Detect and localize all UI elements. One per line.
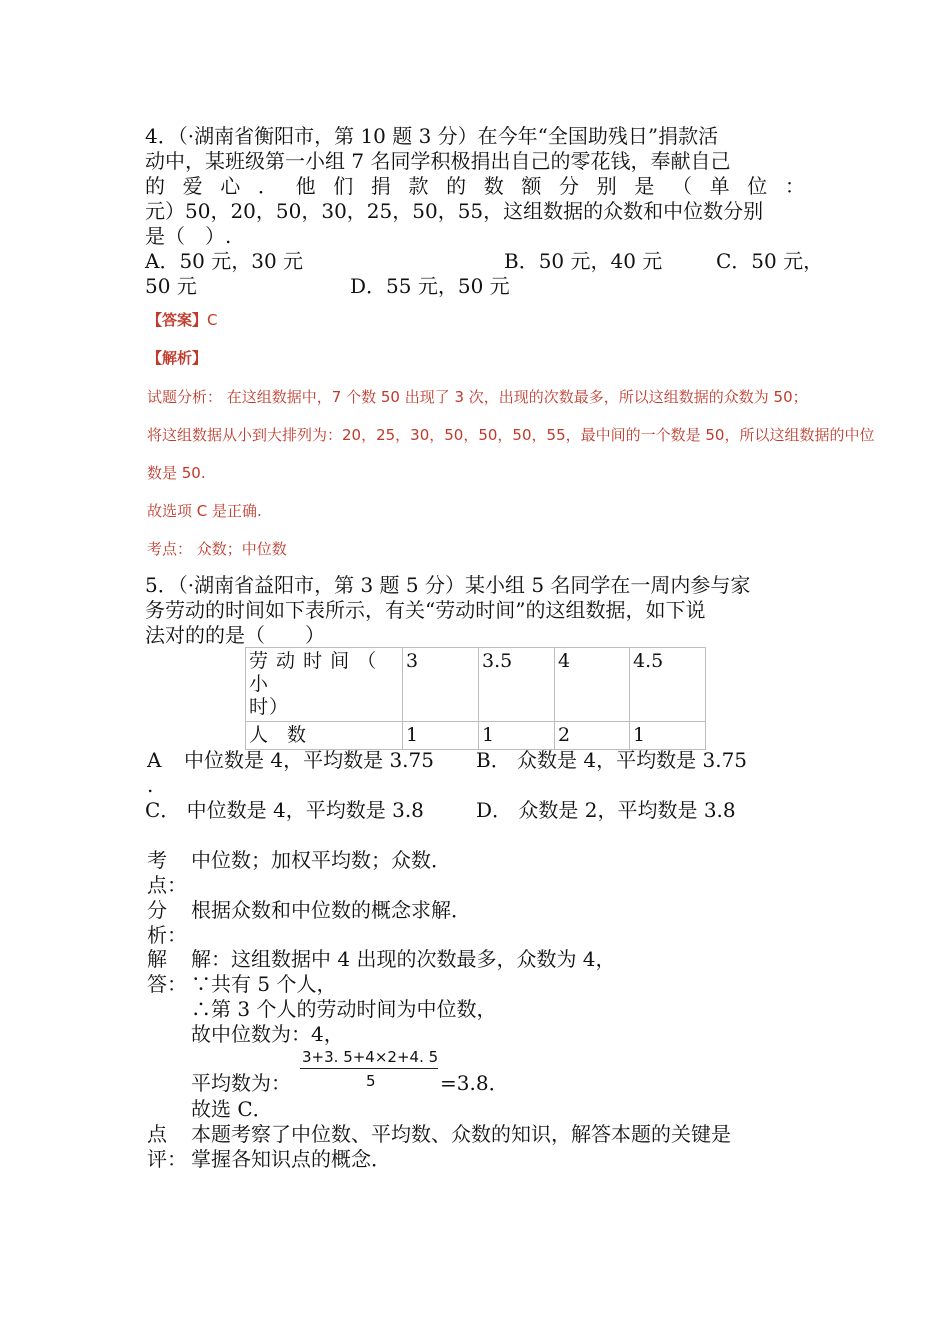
kaodian-text: 中位数；加权平均数；众数． [191, 848, 451, 872]
q4-option-b: B．50 元，40 元 [504, 249, 663, 273]
fenxi-label-2: 析： [147, 923, 187, 947]
answer-label: 【答案】 [147, 311, 208, 329]
q4-option-c-cont: 50 元 [145, 274, 197, 298]
fenxi-text: 根据众数和中位数的概念求解． [191, 898, 471, 922]
answer-value: C [207, 311, 218, 329]
q5-line-3: 法对的的是（ ） [145, 623, 325, 647]
dianping-line-1: 本题考察了中位数、平均数、众数的知识，解答本题的关键是 [191, 1122, 731, 1146]
q5-option-a-letter: A [147, 748, 162, 772]
fraction-denominator: 5 [366, 1072, 376, 1090]
q4-line-4: 元）50，20，50，30，25，50，55，这组数据的众数和中位数分别 [145, 199, 764, 223]
q5-option-a-dot: . [147, 773, 154, 797]
q4-option-c: C．50 元， [716, 249, 824, 273]
kaodian-label-1: 考 [147, 848, 167, 872]
table-cell: 1 [479, 722, 555, 750]
mean-prefix: 平均数为： [191, 1071, 291, 1095]
table-row [246, 648, 706, 722]
analysis-text-3: 数是 50. [147, 464, 206, 482]
jieda-line-5: 故选 C． [191, 1097, 273, 1121]
jieda-label-2: 答： [147, 972, 187, 996]
q5-option-d: D． 众数是 2，平均数是 3.8 [476, 798, 736, 822]
analysis-label: 【解析】 [147, 349, 208, 367]
q4-option-d: D．55 元，50 元 [350, 274, 510, 298]
q5-line-2: 务劳动的时间如下表所示，有关“劳动时间”的这组数据，如下说 [145, 598, 706, 622]
table-cell: 1 [403, 722, 479, 750]
table-row [246, 722, 706, 750]
q4-line-1: 4．（·湖南省衡阳市，第 10 题 3 分）在今年“全国助残日”捐款活 [145, 124, 719, 148]
table-cell: 4 [555, 648, 630, 722]
kaodian-label-2: 点： [147, 873, 187, 897]
table-cell: 1 [630, 722, 706, 750]
table-cell: 3.5 [479, 648, 555, 722]
table-cell: 3 [403, 648, 479, 722]
jieda-line-1: 解：这组数据中 4 出现的次数最多，众数为 4， [191, 947, 616, 971]
q4-line-3: 的 爱 心 ． 他 们 捐 款 的 数 额 分 别 是 （ 单 位 ： [145, 174, 805, 198]
dianping-label-1: 点 [147, 1122, 167, 1146]
fraction-bar [300, 1068, 438, 1069]
q5-option-c: C． 中位数是 4，平均数是 3.8 [145, 798, 424, 822]
q5-line-1: 5．（·湖南省益阳市，第 3 题 5 分）某小组 5 名同学在一周内参与家 [145, 573, 751, 597]
answer-row [147, 309, 218, 330]
mean-result: =3.8． [440, 1071, 509, 1095]
q4-option-a: A．50 元，30 元 [145, 249, 304, 273]
analysis-text-4: 故选项 C 是正确. [147, 502, 262, 520]
jieda-label-1: 解 [147, 947, 167, 971]
analysis-text-1: 试题分析： 在这组数据中，7 个数 50 出现了 3 次，出现的次数最多，所以这组数据的众数为 50； [147, 388, 808, 406]
labor-time-table [245, 647, 706, 750]
fraction-numerator: 3+3. 5+4×2+4. 5 [302, 1048, 439, 1066]
q4-line-2: 动中，某班级第一小组 7 名同学积极捐出自己的零花钱，奉献自己 [145, 149, 731, 173]
q5-option-a: 中位数是 4，平均数是 3.75 [184, 748, 434, 772]
fenxi-label-1: 分 [147, 898, 167, 922]
table-cell: 4.5 [630, 648, 706, 722]
jieda-line-4: 故中位数为：4， [191, 1022, 344, 1046]
analysis-text-2: 将这组数据从小到大排列为：20，25，30，50，50，50，55，最中间的一个数是 50，所以这组数据的中位 [147, 426, 875, 444]
q5-option-b: B． 众数是 4，平均数是 3.75 [476, 748, 748, 772]
analysis-text-5: 考点： 众数；中位数 [147, 540, 287, 558]
table-cell: 2 [555, 722, 630, 750]
jieda-line-2: ∵共有 5 个人， [191, 972, 337, 996]
table-header-cell: 人 数 [246, 722, 403, 750]
dianping-line-2: 掌握各知识点的概念． [191, 1147, 391, 1171]
table-header-cell: 劳 动 时 间 （ 小 时） [246, 648, 403, 722]
dianping-label-2: 评： [147, 1147, 187, 1171]
q4-line-5: 是（ ）. [145, 224, 232, 248]
jieda-line-3: ∴第 3 个人的劳动时间为中位数， [191, 997, 497, 1021]
